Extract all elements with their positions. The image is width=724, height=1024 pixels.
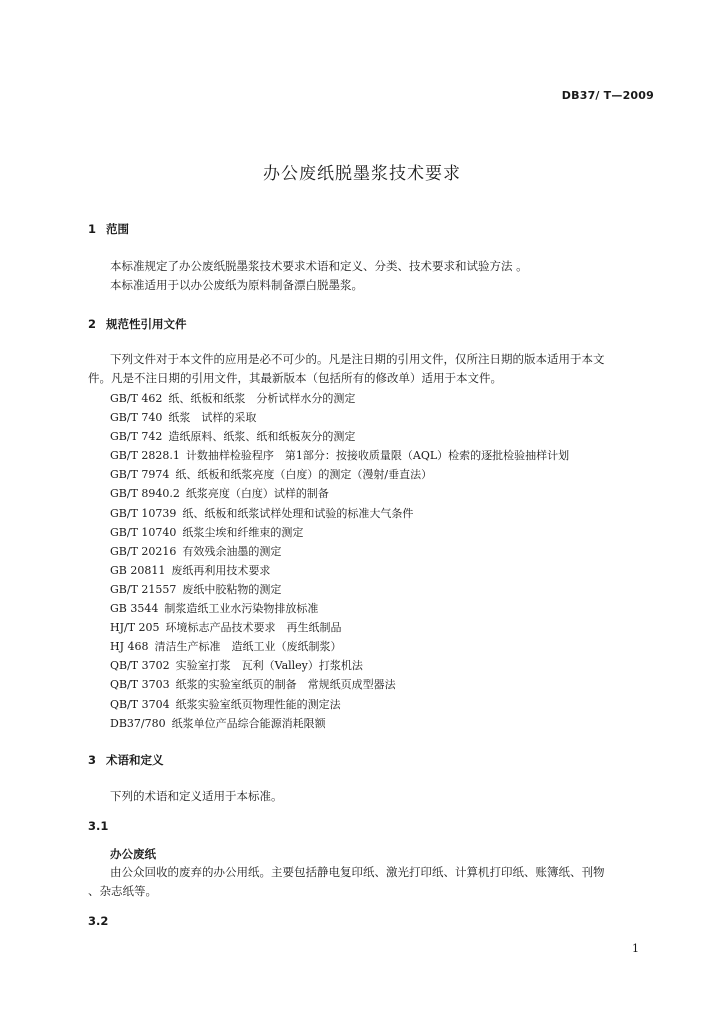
standard-code: DB37/ T—2009 [561,89,654,102]
reference-code: GB/T 10739 [110,506,177,520]
section-2-heading [88,316,187,332]
page-number: 1 [632,942,639,955]
reference-code: DB37/780 [110,716,166,730]
reference-title: 纸浆实验室纸页物理性能的测定法 [175,697,341,711]
section-2-title: 规范性引用文件 [106,317,187,331]
scope-line-1: 本标准规定了办公废纸脱墨浆技术要求术语和定义、分类、技术要求和试验方法 。 [110,259,528,273]
reference-title: 清洁生产标准 造纸工业（废纸制浆） [154,640,342,654]
reference-item [110,599,569,618]
section-1-title: 范围 [106,222,129,236]
reference-item [110,465,569,484]
reference-title: 环境标志产品技术要求 再生纸制品 [165,621,342,635]
reference-code: GB 20811 [110,563,166,577]
reference-code: QB/T 3702 [110,659,170,673]
reference-item [110,408,569,427]
section-1-number: 1 [88,222,97,236]
reference-code: GB/T 2828.1 [110,449,180,463]
reference-title: 造纸原料、纸浆、纸和纸板灰分的测定 [168,430,356,444]
section-3-heading [88,752,164,768]
reference-item [110,389,569,408]
reference-title: 有效残余油墨的测定 [182,544,282,558]
section-2-number: 2 [88,317,97,331]
reference-item [110,484,569,503]
reference-title: 废纸中胶粘物的测定 [182,582,282,596]
reference-code: HJ/T 205 [110,621,160,635]
reference-title: 纸浆单位产品综合能源消耗限额 [171,716,326,730]
scope-line-2: 本标准适用于以办公废纸为原料制备漂白脱墨浆。 [110,278,363,292]
reference-item [110,714,569,733]
reference-item [110,427,569,446]
reference-code: GB/T 10740 [110,525,177,539]
reference-item [110,618,569,637]
reference-title: 纸、纸板和纸浆亮度（白度）的测定（漫射/垂直法） [175,468,433,482]
term-3-2-number: 3.2 [88,914,109,928]
terms-intro: 下列的术语和定义适用于本标准。 [110,789,283,803]
reference-title: 计数抽样检验程序 第1部分：按接收质量限（AQL）检索的逐批检验抽样计划 [185,449,570,463]
reference-item [110,504,569,523]
reference-code: GB 3544 [110,602,159,616]
reference-title: 废纸再利用技术要求 [171,563,271,577]
document-title: 办公废纸脱墨浆技术要求 [263,164,461,184]
section-3-number: 3 [88,753,97,767]
reference-title: 实验室打浆 瓦利（Valley）打浆机法 [175,659,363,673]
reference-item [110,580,569,599]
reference-code: GB/T 20216 [110,544,177,558]
reference-title: 纸浆亮度（白度）试样的制备 [185,487,329,501]
reference-code: GB/T 740 [110,411,163,425]
reference-title: 纸、纸板和纸浆试样处理和试验的标准大气条件 [182,506,414,520]
reference-title: 纸浆的实验室纸页的制备 常规纸页成型器法 [175,678,396,692]
reference-item [110,523,569,542]
reference-title: 纸、纸板和纸浆 分析试样水分的测定 [168,392,356,405]
section-1-heading [88,221,129,237]
reference-item [110,656,569,675]
section-3-title: 术语和定义 [106,753,164,767]
reference-item [110,675,569,694]
reference-title: 纸浆 试样的采取 [168,411,257,425]
normative-intro-line-2: 件。凡是不注日期的引用文件，其最新版本（包括所有的修改单）适用于本文件。 [88,371,502,385]
reference-item [110,542,569,561]
reference-code: GB/T 7974 [110,468,170,482]
reference-item [110,446,569,465]
term-3-1-definition-line-2: 、杂志纸等。 [88,884,157,898]
reference-code: HJ 468 [110,640,149,654]
reference-code: GB/T 742 [110,430,163,444]
reference-title: 制浆造纸工业水污染物排放标准 [164,602,319,616]
reference-list [110,389,569,733]
reference-code: QB/T 3704 [110,697,170,711]
reference-item [110,637,569,656]
term-3-1-definition-line-1: 由公众回收的废弃的办公用纸。主要包括静电复印纸、激光打印纸、计算机打印纸、账簿纸、刊物 [110,865,605,879]
reference-item [110,695,569,714]
reference-title: 纸浆尘埃和纤维束的测定 [182,525,304,539]
term-3-1-number: 3.1 [88,819,109,833]
reference-code: GB/T 8940.2 [110,487,180,501]
normative-intro-line-1: 下列文件对于本文件的应用是必不可少的。凡是注日期的引用文件，仅所注日期的版本适用于本文 [110,352,605,366]
reference-code: GB/T 21557 [110,582,177,596]
reference-item [110,561,569,580]
term-3-1-title: 办公废纸 [110,847,156,861]
reference-code: GB/T 462 [110,392,163,405]
reference-code: QB/T 3703 [110,678,170,692]
